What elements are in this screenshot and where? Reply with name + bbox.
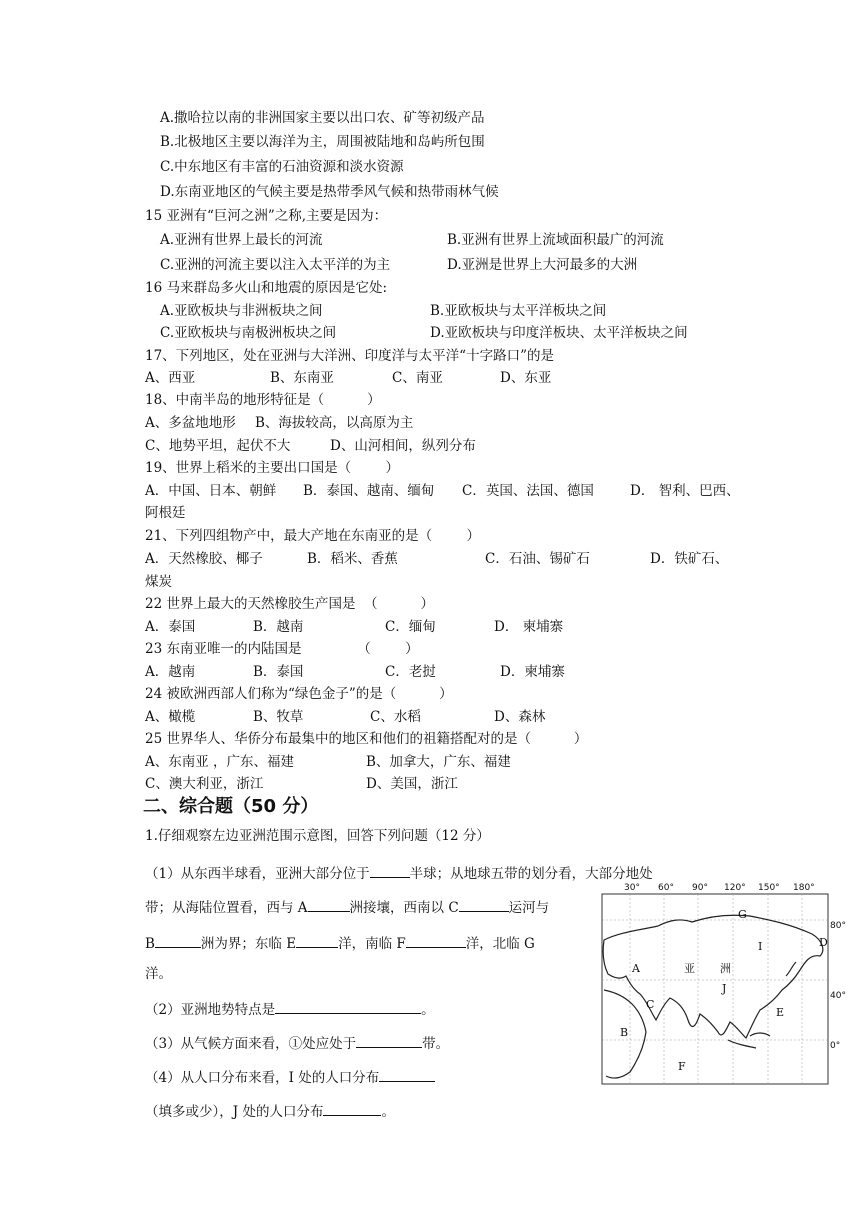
q19-option-d: D． 智利、巴西、	[630, 483, 740, 499]
q17-option-a: A、西亚	[145, 370, 196, 386]
map-letter-d: D	[819, 936, 828, 949]
q23-option-b: B．泰国	[253, 664, 304, 680]
map-letter-g: G	[738, 908, 747, 921]
q19-stem: 19、世界上稻米的主要出口国是（ ）	[145, 460, 400, 476]
q15-option-a: A.亚洲有世界上最长的河流	[160, 232, 323, 248]
q19-option-b: B．泰国、越南、缅甸	[303, 483, 435, 499]
map-frame	[602, 894, 828, 1084]
q17-option-c: C、南亚	[392, 370, 443, 386]
blank-c-canal[interactable]	[459, 897, 509, 912]
q24-option-a: A、橄榄	[145, 709, 196, 725]
q1-part1-line1: （1）从东西半球看，亚洲大部分位于 半球；从地球五带的划分看，大部分地处	[145, 863, 653, 883]
q24-stem: 24 被欧洲西部人们称为“绿色金子”的是（ ）	[145, 686, 453, 702]
q21-option-c: C．石油、锡矿石	[485, 551, 590, 567]
q23-option-d: D．柬埔寨	[500, 664, 565, 680]
lon-tick: 90°	[692, 883, 708, 893]
q14-option-b: B.北极地区主要以海洋为主，周围被陆地和岛屿所包围	[160, 134, 485, 150]
q21-option-d-cont: 煤炭	[145, 574, 172, 590]
map-grid	[602, 894, 828, 1084]
q17-option-d: D、东亚	[500, 370, 552, 386]
q25-option-d: D、美国，浙江	[366, 776, 458, 792]
q1-part2: （2）亚洲地势特点是 。	[145, 999, 435, 1019]
q21-stem: 21、下列四组物产中，最大产地在东南亚的是（ ）	[145, 528, 481, 544]
q22-option-c: C．缅甸	[385, 619, 436, 635]
q24-option-d: D、森林	[494, 709, 546, 725]
blank-j-population[interactable]	[323, 1101, 381, 1116]
asia-map-figure	[600, 880, 846, 1085]
q18-option-d: D、山河相间，纵列分布	[330, 438, 476, 454]
q25-option-a: A、东南亚 ，广东、福建	[145, 754, 295, 770]
q14-option-d: D.东南亚地区的气候主要是热带季风气候和热带雨林气候	[160, 184, 499, 200]
map-letter-e: E	[776, 1006, 785, 1019]
lon-tick: 60°	[658, 883, 674, 893]
q1-stem: 1.仔细观察左边亚洲范围示意图，回答下列问题（12 分）	[145, 828, 490, 844]
blank-b-continent[interactable]	[155, 933, 201, 948]
q22-stem: 22 世界上最大的天然橡胶生产国是 （ ）	[145, 596, 434, 612]
blank-e-ocean[interactable]	[296, 933, 338, 948]
blank-terrain[interactable]	[275, 999, 421, 1014]
q24-option-b: B、牧草	[253, 709, 304, 725]
q1-part4-line1: （4）从人口分布来看，I 处的人口分布	[145, 1067, 435, 1087]
map-letter-b: B	[620, 1026, 629, 1039]
lat-tick: 80°	[830, 921, 846, 931]
q21-option-d: D．铁矿石、	[650, 551, 729, 567]
q18-stem: 18、中南半岛的地形特征是（ ）	[145, 392, 381, 408]
lat-tick: 0°	[830, 1041, 841, 1051]
q19-option-c: C．英国、法国、德国	[462, 483, 594, 499]
q16-option-c: C.亚欧板块与南极洲板块之间	[160, 325, 337, 341]
q24-option-c: C、水稻	[370, 709, 421, 725]
q23-option-c: C．老挝	[385, 664, 436, 680]
section-heading: 二、综合题（50 分）	[143, 796, 319, 817]
q16-option-a: A.亚欧板块与非洲板块之间	[160, 303, 323, 319]
q19-option-a: A．中国、日本、朝鲜	[145, 483, 277, 499]
map-letter-i: I	[758, 940, 763, 953]
lat-tick: 40°	[830, 991, 846, 1001]
map-label-zhou: 洲	[720, 962, 731, 975]
lon-tick: 150°	[758, 883, 780, 893]
q1-part1-line4: 洋。	[145, 966, 172, 982]
blank-a-continent[interactable]	[308, 897, 350, 912]
q25-option-b: B、加拿大，广东、福建	[366, 754, 511, 770]
lon-tick: 120°	[724, 883, 746, 893]
indonesia-islands	[728, 1033, 770, 1048]
asia-landmass	[603, 915, 823, 1038]
q22-option-d: D． 柬埔寨	[494, 619, 564, 635]
q15-option-d: D.亚洲是世界上大河最多的大洲	[447, 257, 638, 273]
q21-option-a: A．天然橡胶、椰子	[145, 551, 263, 567]
map-label-ya: 亚	[684, 962, 695, 975]
map-letter-f: F	[678, 1060, 686, 1073]
q17-option-b: B、东南亚	[270, 370, 334, 386]
lon-tick: 30°	[624, 883, 640, 893]
q14-option-c: C.中东地区有丰富的石油资源和淡水资源	[160, 159, 404, 175]
q19-option-d-cont: 阿根廷	[145, 505, 186, 521]
blank-i-population[interactable]	[379, 1067, 435, 1082]
blank-climate-zone[interactable]	[356, 1033, 422, 1048]
q18-option-a: A、多盆地地形	[145, 415, 236, 431]
q1-part1-line3: B 洲为界；东临 E 洋，南临 F 洋，北临 G	[145, 933, 535, 953]
q25-option-c: C、澳大利亚，浙江	[145, 776, 264, 792]
q1-part4-line2: （填多或少），J 处的人口分布 。	[145, 1101, 395, 1121]
q14-option-a: A.撒哈拉以南的非洲国家主要以出口农、矿等初级产品	[160, 110, 485, 126]
q16-option-d: D.亚欧板块与印度洋板块、太平洋板块之间	[430, 325, 688, 341]
q1-part1-line2: 带；从海陆位置看，西与 A 洲接壤，西南以 C 运河与	[145, 897, 549, 917]
q18-option-b: B、海拔较高，以高原为主	[255, 415, 414, 431]
q22-option-a: A．泰国	[145, 619, 196, 635]
q16-option-b: B.亚欧板块与太平洋板块之间	[430, 303, 607, 319]
japan-island	[786, 962, 796, 976]
q15-option-c: C.亚洲的河流主要以注入太平洋的为主	[160, 257, 391, 273]
asia-map	[600, 880, 846, 1085]
q23-option-a: A．越南	[145, 664, 196, 680]
map-letter-c: C	[646, 998, 655, 1011]
blank-hemisphere[interactable]	[370, 863, 410, 878]
lon-tick: 180°	[793, 883, 815, 893]
map-letter-a: A	[632, 962, 640, 975]
q18-option-c: C、地势平坦，起伏不大	[145, 438, 291, 454]
q15-stem: 15 亚洲有“巨河之洲”之称,主要是因为：	[145, 208, 388, 224]
map-letter-j: J	[722, 982, 727, 995]
q16-stem: 16 马来群岛多火山和地震的原因是它处:	[145, 280, 388, 296]
q15-option-b: B.亚洲有世界上流域面积最广的河流	[447, 232, 664, 248]
q23-stem: 23 东南亚唯一的内陆国是 （ ）	[145, 641, 419, 657]
q17-stem: 17、下列地区，处在亚洲与大洋洲、印度洋与太平洋“十字路口”的是	[145, 348, 554, 364]
q22-option-b: B．越南	[253, 619, 304, 635]
q1-part3: （3）从气候方面来看，①处应处于 带。	[145, 1033, 449, 1053]
blank-f-ocean[interactable]	[406, 933, 466, 948]
q21-option-b: B．稻米、香蕉	[307, 551, 398, 567]
q25-stem: 25 世界华人、华侨分布最集中的地区和他们的祖籍搭配对的是（ ）	[145, 731, 588, 747]
